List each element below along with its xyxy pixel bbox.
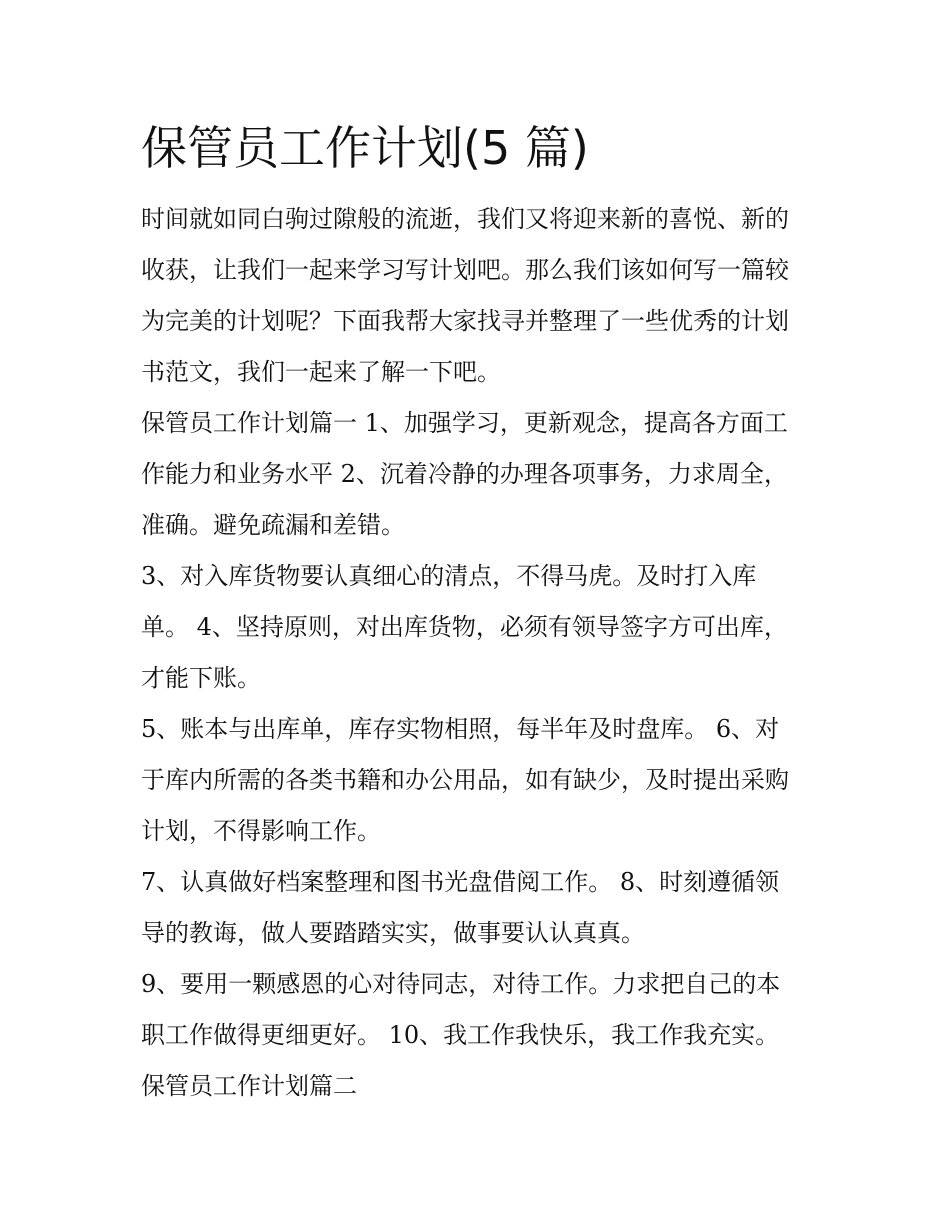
text-line: 为完美的计划呢？下面我帮大家找寻并整理了一些优秀的计划 <box>141 307 789 335</box>
paragraph-plan-one-intro <box>141 398 813 551</box>
text-line: 导的教诲，做人要踏踏实实，做事要认认真真。 <box>141 919 645 947</box>
text-line: 才能下账。 <box>141 664 261 692</box>
paragraph-items-7-8 <box>141 857 813 959</box>
text-line: 9、要用一颗感恩的心对待同志，对待工作。力求把自己的本 <box>141 970 781 998</box>
paragraph-items-9-10 <box>141 959 813 1061</box>
text-line: 保管员工作计划篇二 <box>141 1072 357 1100</box>
text-line: 7、认真做好档案整理和图书光盘借阅工作。 8、时刻遵循领 <box>141 868 780 896</box>
text-line: 准确。避免疏漏和差错。 <box>141 511 405 539</box>
text-line: 书范文，我们一起来了解一下吧。 <box>141 358 501 386</box>
text-line: 作能力和业务水平 2、沉着冷静的办理各项事务，力求周全， <box>141 460 788 488</box>
text-line: 单。 4、坚持原则，对出库货物，必须有领导签字方可出库， <box>141 613 788 641</box>
text-line: 保管员工作计划篇一 1、加强学习，更新观念，提高各方面工 <box>141 409 788 437</box>
text-line: 职工作做得更细更好。 10、我工作我快乐，我工作我充实。 <box>141 1021 780 1049</box>
section-heading-plan-two <box>141 1061 813 1112</box>
text-line: 5、账本与出库单，库存实物相照，每半年及时盘库。 6、对 <box>141 715 780 743</box>
page-title: 保管员工作计划(5 篇) <box>141 121 589 175</box>
text-line: 于库内所需的各类书籍和办公用品，如有缺少，及时提出采购 <box>141 766 789 794</box>
text-line: 时间就如同白驹过隙般的流逝，我们又将迎来新的喜悦、新的 <box>141 205 789 233</box>
document-body <box>141 194 813 1112</box>
text-line: 3、对入库货物要认真细心的清点，不得马虎。及时打入库 <box>141 562 757 590</box>
paragraph-items-3-4 <box>141 551 813 704</box>
text-line: 计划，不得影响工作。 <box>141 817 381 845</box>
paragraph-items-5-6 <box>141 704 813 857</box>
paragraph-intro <box>141 194 813 398</box>
text-line: 收获，让我们一起来学习写计划吧。那么我们该如何写一篇较 <box>141 256 789 284</box>
